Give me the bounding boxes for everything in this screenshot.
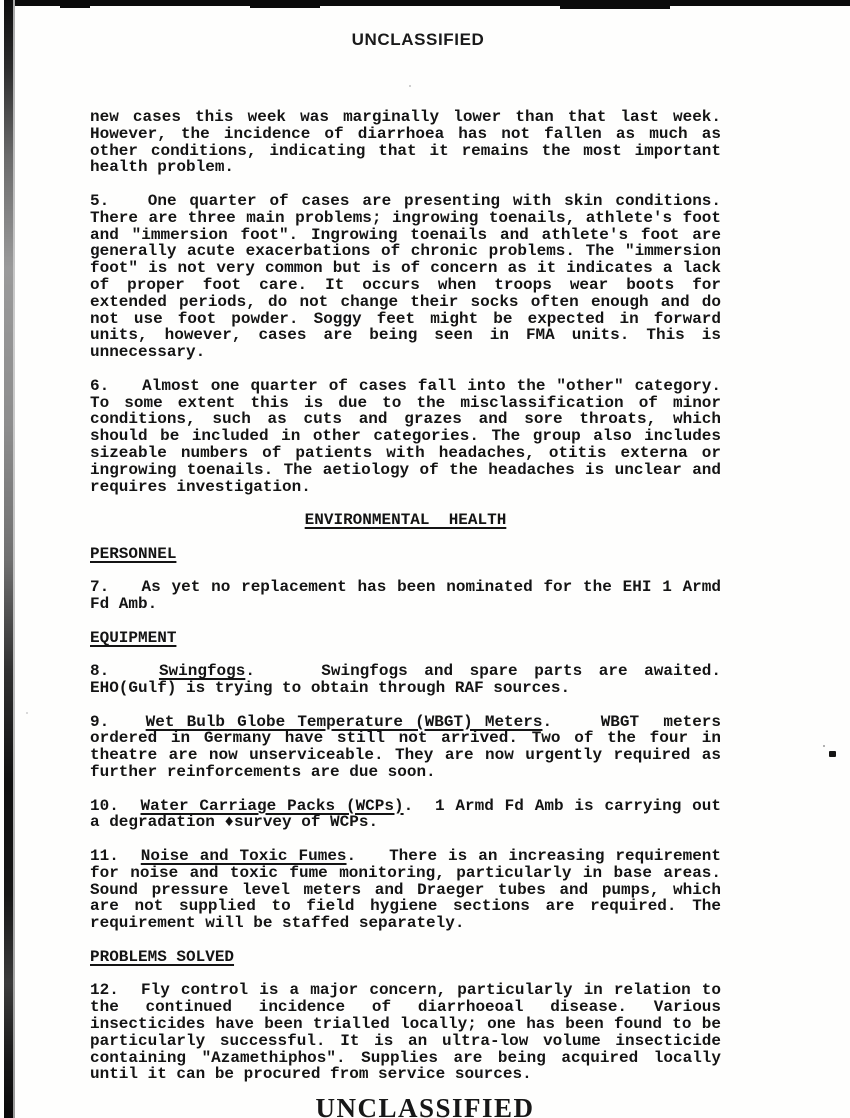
paragraph-intro [90,109,721,176]
paragraph-11 [90,848,721,932]
paragraph-text: Fly control is a major concern, particularly in relation to the continued incidence of diarrhoeoal disease. Various insecticides have been trialled locally; one has been found to be particularly successful. It is an ultra-low volume insecticide containing "Azamethiphos". Supplies are being acquired locally until it can be procured from service sources. [90,981,721,1084]
paragraph-subject-underlined: Swingfogs [158,662,246,681]
paragraph-separator: . [346,847,390,866]
paragraph-subject-underlined: Noise and Toxic Fumes [140,847,347,866]
section-heading-environmental-health: ENVIRONMENTAL HEALTH [304,511,507,530]
header-classification: UNCLASSIFIED [351,30,485,49]
paragraph-text: One quarter of cases are presenting with skin conditions. There are three main problems; ingrowing toenails, athlete's foot and "immersion foot". Ingrowing toenails and athlete's foot are generally acute exacerbations of chronic problems. The "immersion foot" is not very common but is of concern as it indicates a lack of proper foot care. It occurs when troops wear boots for extended periods, do not change their socks often enough and do not use foot powder. Soggy feet might be expected in forward units, however, cases are being seen in FMA units. This is unnecessary. [90,191,721,362]
paragraph-number: 11. [90,847,141,866]
section-heading-equipment: EQUIPMENT [90,628,177,647]
ink-speck [409,85,411,87]
section-heading-problems-solved: PROBLEMS SOLVED [90,947,235,966]
scan-top-edge-fragment [560,6,670,9]
scan-left-edge-artifact [13,0,15,1118]
paragraph-number: 8. [90,662,159,681]
paragraph-subject-underlined: Water Carriage Packs (WCPs) [140,796,404,815]
paragraph-8 [90,663,721,697]
paragraph-separator: . [245,662,322,681]
paragraph-text: new cases this week was marginally lower than that last week. However, the incidence of diarrhoea has not fallen as much as other conditions, indicating that it remains the most important health problem. [90,108,721,177]
ink-speck [829,751,836,757]
scan-top-edge-artifact [7,0,850,6]
paragraph-text: There is an increasing requirement for noise and toxic fume monitoring, particularly in base areas. Sound pressure level meters and Draeger tubes and pumps, which are not supplied to field hygiene sections are required. The requirement will be staffed separately. [90,847,722,933]
paragraph-text: Almost one quarter of cases fall into the "other" category. To some extent this is due to the misclassification of minor conditions, such as cuts and grazes and sore throats, which should be included in other categories. The group also includes sizeable numbers of patients with headaches, otitis externa or ingrowing toenails. The aetiology of the headaches is unclear and requires investigation. [90,376,721,496]
paragraph-separator: . [542,712,601,731]
paragraph-text: As yet no replacement has been nominated for the EHI 1 Armd Fd Amb. [90,578,721,614]
ink-speck [823,745,825,747]
paragraph-5 [90,193,721,361]
paragraph-subject-underlined: Wet Bulb Globe Temperature (WBGT) Meters [145,712,543,731]
ink-speck [26,712,28,714]
footer-classification: UNCLASSIFIED [315,1093,535,1118]
paragraph-10 [90,798,721,832]
paragraph-number: 9. [90,712,146,731]
paragraph-number: 5. [90,191,148,210]
paragraph-text: WBGT meters ordered in Germany have still not arrived. Two of the four in theatre are now unserviceable. They are now urgently required as further reinforcements are due soon. [90,712,722,782]
paragraph-9 [90,714,721,781]
paragraph-12 [90,982,721,1083]
paragraph-text: Swingfogs and spare parts are awaited. EHO(Gulf) is trying to obtain through RAF sources. [90,662,721,698]
paragraph-7 [90,579,721,613]
paragraph-number: 6. [90,376,143,395]
section-heading-personnel: PERSONNEL [90,544,177,563]
paragraph-number: 10. [90,796,141,815]
paragraph-6 [90,378,721,496]
scan-top-edge-fragment [250,6,320,8]
scan-top-edge-fragment [60,6,90,8]
paragraph-number: 12. [90,981,142,1000]
paragraph-number: 7. [90,578,142,597]
paragraph-text: 1 Armd Fd Amb is carrying out a degradation ♦survey of WCPs. [90,796,721,832]
scan-left-edge-artifact [4,0,13,1118]
document-body [90,109,721,1100]
paragraph-separator: . [403,796,435,815]
